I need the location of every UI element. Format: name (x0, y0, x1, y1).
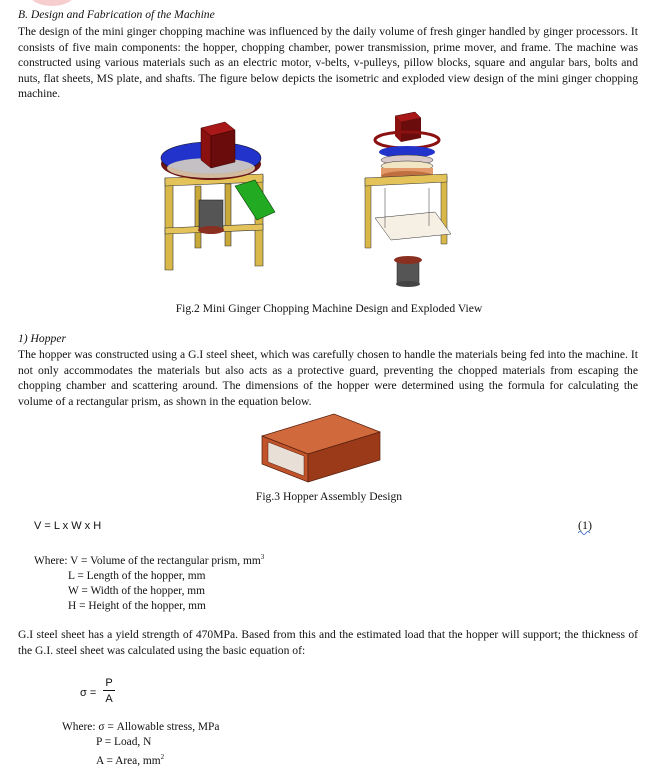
where-block-2 (62, 720, 219, 769)
figure-3-hopper (256, 408, 386, 488)
equation-1: V = L x W x H (34, 520, 102, 532)
where-line-area: A = Area, $mm^2$ (96, 753, 165, 768)
page-edge-mark (30, 0, 74, 6)
equation-2-lhs: σ = (80, 687, 97, 699)
where-line-load: P = Load, N (96, 736, 152, 749)
isometric-machine (161, 122, 275, 270)
subsection-heading: 1) Hopper (18, 332, 66, 345)
section-heading: B. Design and Fabrication of the Machine (18, 8, 215, 21)
equation-1-number: (1) (578, 518, 592, 532)
where-line-stress: Where: σ = Allowable stress, MPa (62, 721, 220, 733)
where-line-volume: Where: V = Volume of the rectangular prism, $mm^3$ (34, 553, 265, 567)
where-block-1 (34, 550, 264, 615)
hopper-paragraph: The hopper was constructed using a G.I steel sheet, which was carefully chosen to handle the materials being fed into the machine. It not only accommodates the materials but also acts as a protective guard, preventing the chopped materials from escaping the chopping chamber and scattering around. The dimensions of the hopper were determined using the formula for calculating the volume of a rectangular prism, as shown in the equation below. (18, 348, 638, 408)
section-paragraph: The design of the mini ginger chopping machine was influenced by the daily volume of fresh ginger handled by ginger processors. It consists of five main components: the hopper, chopping chamber, power transmission, prime mover, and frame. The machine was constructed using various materials such as an electric motor, v-belts, v-pulleys, pillow blocks, square and angular bars, bolts and nuts, flat sheets, MS plate, and shafts. The figure below depicts the isometric and exploded view design of the mini ginger chopping machine. (18, 25, 638, 100)
equation-2-numerator: P (105, 677, 113, 689)
figure-3-caption: Fig.3 Hopper Assembly Design (255, 490, 403, 503)
where-line-height: H = Height of the hopper, mm (68, 600, 206, 613)
thickness-paragraph: G.I steel sheet has a yield strength of 470MPa. Based from this and the estimated load that the hopper will support; the thickness of the G.I. steel sheet was calculated using the basic equation of: (18, 628, 638, 657)
figure-2-machine-design (155, 108, 475, 298)
squiggle-mark-icon (578, 530, 592, 535)
where-line-length: L = Length of the hopper, mm (68, 570, 206, 582)
fraction-bar (103, 690, 115, 691)
equation-2-denominator: A (105, 693, 113, 705)
figure-2-caption: Fig.2 Mini Ginger Chopping Machine Design and Exploded View (175, 302, 483, 315)
exploded-machine (365, 112, 451, 287)
where-line-width: W = Width of the hopper, mm (68, 585, 206, 598)
